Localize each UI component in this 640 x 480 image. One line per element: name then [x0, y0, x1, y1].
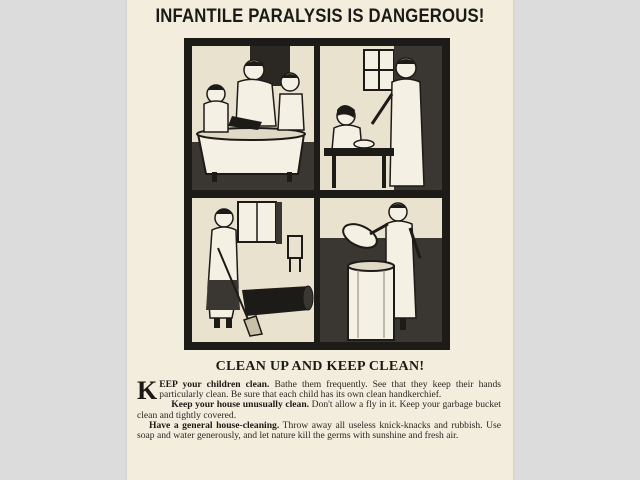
poster-title: INFANTILE PARALYSIS IS DANGEROUS!	[155, 6, 485, 27]
paragraph-house	[137, 400, 501, 420]
paragraph-cleaning	[137, 421, 501, 441]
paragraph-text: Bathe them frequently. See that they keep their hands particularly clean. Be sure that each child has its own clean handkerchief.	[159, 379, 501, 401]
paragraph-lead: EEP your children clean.	[159, 379, 270, 390]
paragraph-lead: Keep your house unusually clean.	[171, 399, 310, 411]
body-text	[137, 376, 502, 442]
poster-page	[127, 0, 513, 480]
poster-subtitle: CLEAN UP AND KEEP CLEAN!	[215, 359, 425, 374]
paragraph-text: Throw away all useless knick-knacks and rubbish. Use soap and water generously, and let nature kill the germs with sunshine and fresh air.	[137, 419, 502, 442]
garbage-bucket-illustration	[320, 198, 442, 342]
washing-hands-illustration	[320, 46, 442, 190]
sweeping-floor-illustration	[192, 198, 314, 342]
bathing-children-illustration	[192, 46, 314, 190]
paragraph-lead: Have a general house-cleaning.	[149, 419, 280, 431]
drop-cap: K	[137, 376, 158, 405]
paragraph-text: Don't allow a fly in it. Keep your garbage bucket clean and tightly covered.	[137, 399, 501, 421]
illustration-grid	[184, 38, 450, 350]
